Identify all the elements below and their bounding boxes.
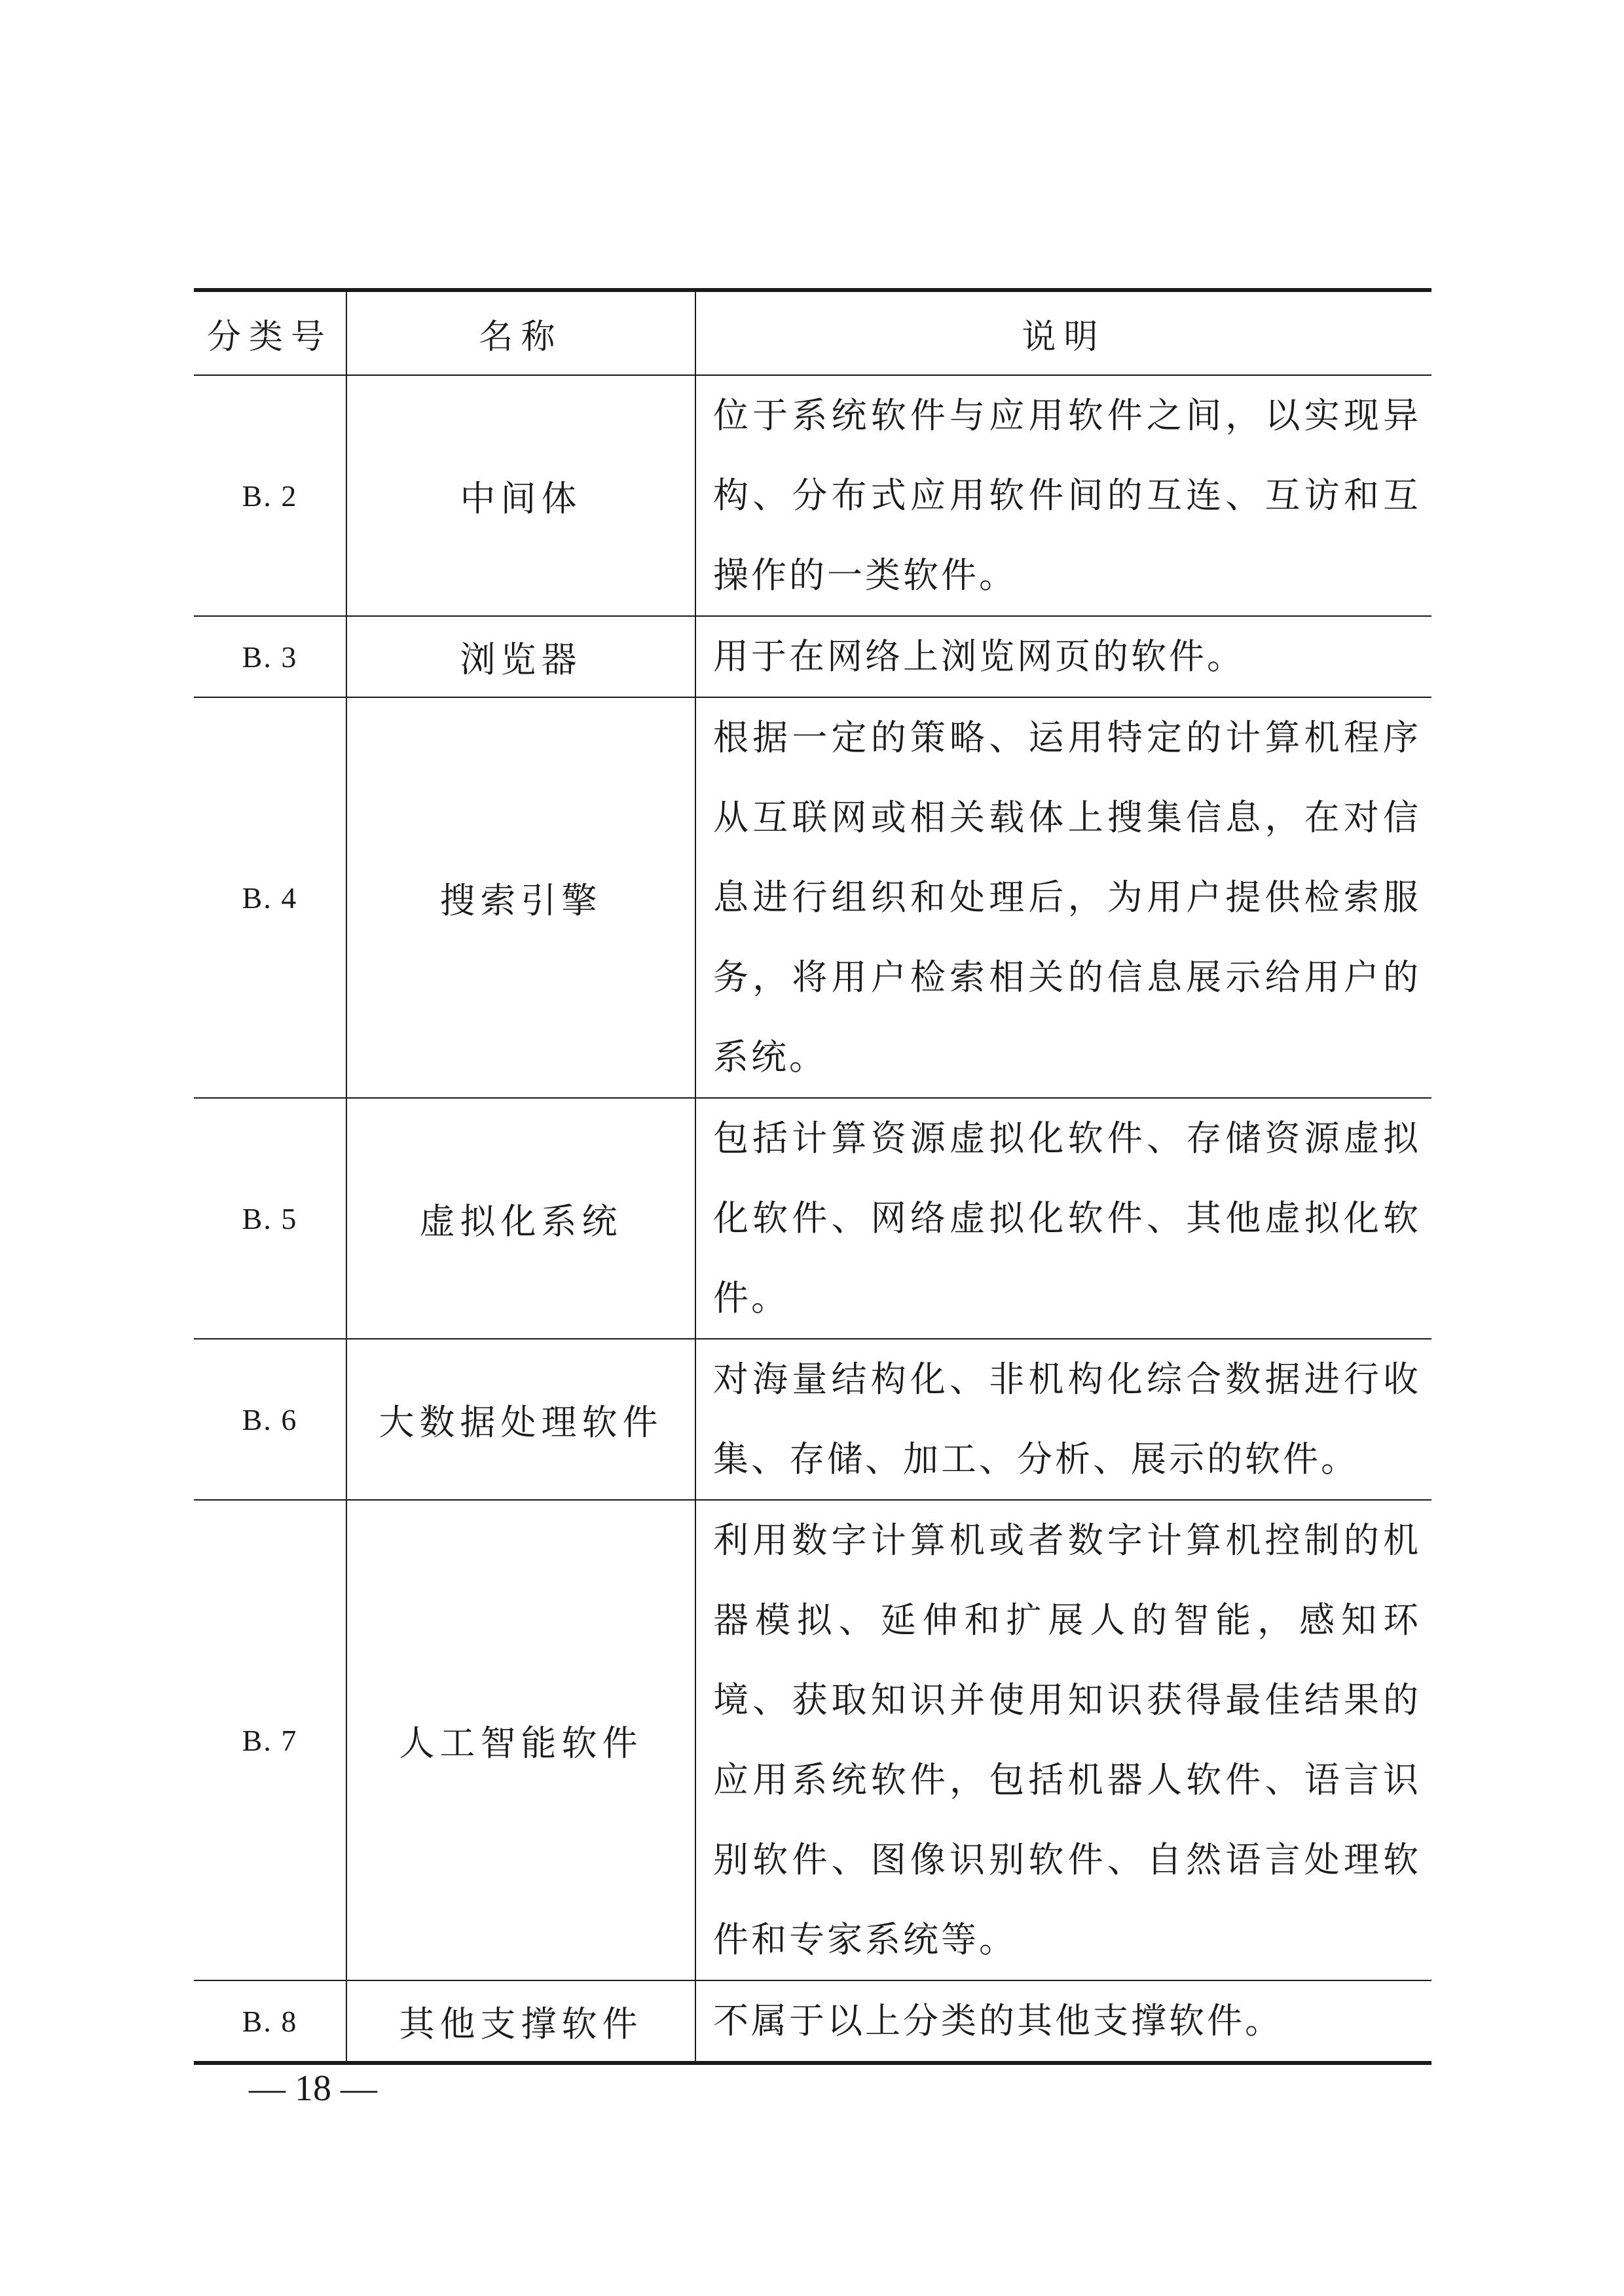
row-description: 包括计算资源虚拟化软件、存储资源虚拟化软件、网络虚拟化软件、其他虚拟化软件。 (695, 1098, 1431, 1339)
classification-table (194, 288, 1431, 2065)
header-code: 分类号 (194, 290, 346, 375)
row-description: 根据一定的策略、运用特定的计算机程序从互联网或相关载体上搜集信息，在对信息进行组织和处理后，为用户提供检索服务，将用户检索相关的信息展示给用户的系统。 (695, 697, 1431, 1098)
row-description: 不属于以上分类的其他支撑软件。 (695, 1980, 1431, 2063)
table-header-row (194, 290, 1431, 375)
row-name: 其他支撑软件 (346, 1980, 695, 2063)
table-row (194, 1339, 1431, 1500)
row-name: 浏览器 (346, 616, 695, 697)
row-description: 位于系统软件与应用软件之间，以实现异构、分布式应用软件间的互连、互访和互操作的一类软件。 (695, 375, 1431, 616)
table-row (194, 616, 1431, 697)
row-name: 大数据处理软件 (346, 1339, 695, 1500)
table-row (194, 1980, 1431, 2063)
row-name: 搜索引擎 (346, 697, 695, 1098)
row-name: 人工智能软件 (346, 1500, 695, 1980)
row-code: B. 3 (194, 616, 346, 697)
table-row (194, 1098, 1431, 1339)
row-name: 中间体 (346, 375, 695, 616)
row-code: B. 5 (194, 1098, 346, 1339)
row-code: B. 8 (194, 1980, 346, 2063)
table-row (194, 375, 1431, 616)
row-name: 虚拟化系统 (346, 1098, 695, 1339)
row-description: 对海量结构化、非机构化综合数据进行收集、存储、加工、分析、展示的软件。 (695, 1339, 1431, 1500)
header-name: 名称 (346, 290, 695, 375)
table-row (194, 697, 1431, 1098)
page-number: — 18 — (249, 2068, 377, 2109)
row-code: B. 7 (194, 1500, 346, 1980)
row-code: B. 6 (194, 1339, 346, 1500)
table-row (194, 1500, 1431, 1980)
header-description: 说明 (695, 290, 1431, 375)
row-code: B. 4 (194, 697, 346, 1098)
row-description: 利用数字计算机或者数字计算机控制的机器模拟、延伸和扩展人的智能，感知环境、获取知识并使用知识获得最佳结果的应用系统软件，包括机器人软件、语言识别软件、图像识别软件、自然语言处理软件和专家系统等。 (695, 1500, 1431, 1980)
row-code: B. 2 (194, 375, 346, 616)
row-description: 用于在网络上浏览网页的软件。 (695, 616, 1431, 697)
